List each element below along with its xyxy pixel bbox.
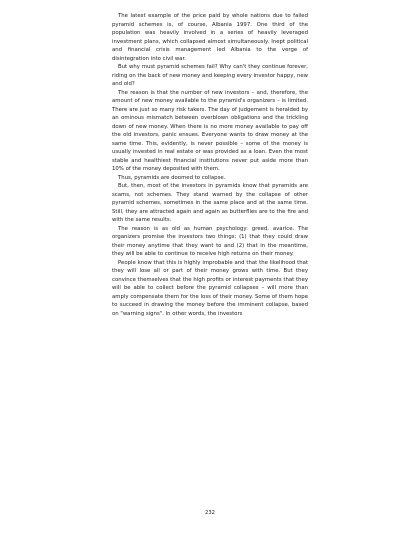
body-text [112,12,308,318]
paragraph: But why must pyramid schemes fail? Why can't they continue forever, riding on the back of new money and keeping every investor happy, new and old? [112,64,308,87]
paragraph: The reason is as old as human psychology: greed, avarice. The organizers promise the investors two things: (1) that they could draw their money anytime that they want to and (2) that in the meantime, they will be able to continue to receive high returns on their money. [112,225,308,257]
paragraph: But, then, most of the investors in pyramids know that pyramids are scams, not schemes. They stand warned by the collapse of other pyramid schemes, sometimes in the same place and at the same time. Still, they are attracted again and again as butterflies are to the fire and with the same results. [112,183,308,223]
paragraph: Thus, pyramids are doomed to collapse. [118,174,226,181]
paragraph: The latest example of the price paid by whole nations due to failed pyramid schemes is, of course, Albania 1997. One third of the population was heavily involved in a series of heavily leveraged investment plans, which collapsed almost simultaneously. Inept political and financial crisis management led Albania to the verge of disintegration into civil war. [112,13,308,62]
page-number: 232 [205,510,215,516]
paragraph: People know that this is highly improbable and that the likelihood that they will lose all or part of their money grows with time. But they convince themselves that the high profits or interest payments that they will be able to collect before the pyramid collapses – will more than amply compensate them for the loss of their money. Some of them hope to succeed in drawing the money before the imminent collapse, based on "warning signs". In other words, the investors [112,259,308,317]
paragraph: The reason is that the number of new investors – and, therefore, the amount of new money available to the pyramid's organizers – is limited. There are just so many risk takers. The day of judgement is heralded by an ominous mismatch between overblown obligations and the trickling down of new money. When there is no more money available to pay off the old investors, panic ensues. Everyone wants to draw money at the same time. This, evidently, is never possible – some of the money is usually invested in real estate or was provided as a loan. Even the most stable and healthiest financial institutions never put aside more than 10% of the money deposited with them. [112,89,308,172]
